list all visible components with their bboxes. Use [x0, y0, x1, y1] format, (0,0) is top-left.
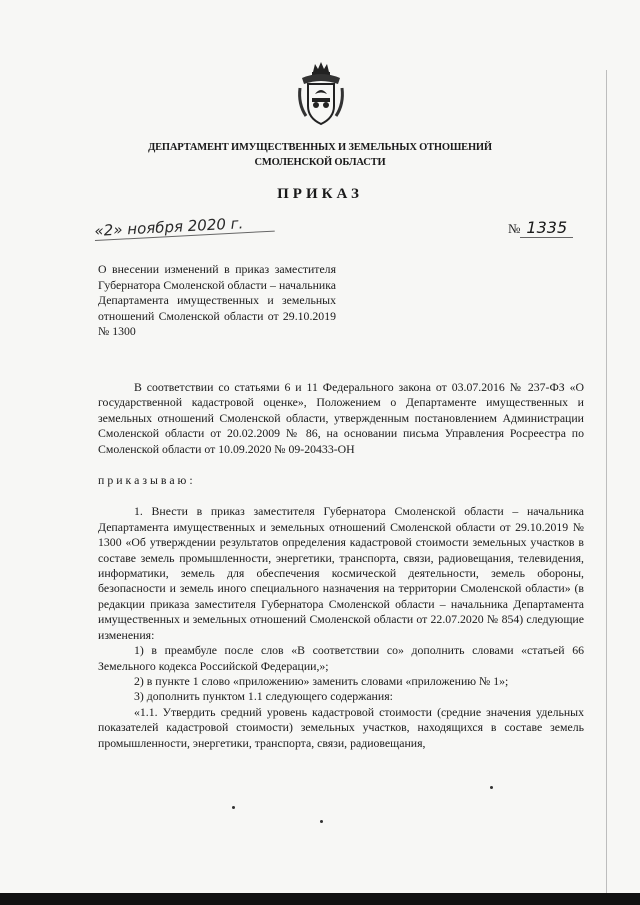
- coat-of-arms-icon: [296, 60, 346, 128]
- order-number-value: 1335: [520, 218, 573, 238]
- scan-speck: [320, 820, 323, 823]
- order-number: [508, 218, 588, 237]
- scan-bottom-edge: [0, 893, 640, 905]
- subitem-2-paragraph: 2) в пункте 1 слово «приложению» заменить словами «приложению № 1»;: [134, 673, 509, 688]
- department-name: [120, 140, 520, 170]
- item-1-paragraph: 1. Внести в приказ заместителя Губернатора Смоленской области – начальника Департамента имущественных и земельных отношений Смоленской области от 29.10.2019 № 1300 «Об утверждении результатов определения кадастровой стоимости земельных участков в составе земель промышленности, энергетики, транспорта, связи, радиовещания, телевидения, информатики, земель для обеспечения космической деятельности, земель обороны, безопасности и земель иного специального назначения на территории Смоленской области» (в редакции приказа заместителя Губернатора Смоленской области – начальника Департамента имущественных и земельных отношений Смоленской области от 22.07.2020 № 854) следующие изменения:: [98, 504, 584, 642]
- scan-speck: [490, 786, 493, 789]
- document-title: ПРИКАЗ: [277, 186, 363, 202]
- scan-edge-line: [606, 70, 607, 900]
- order-body: [98, 380, 584, 751]
- subitem-1-paragraph: 1) в преамбуле после слов «В соответствии со» дополнить словами «статьей 66 Земельного кодекса Российской Федерации,»;: [98, 643, 584, 673]
- order-number-prefix: №: [508, 221, 521, 236]
- preamble-paragraph: В соответствии со статьями 6 и 11 Федерального закона от 03.07.2016 № 237-ФЗ «О государственной кадастровой оценке», Положением о Департаменте имущественных и земельных отношений Смоленской области, утвержденным постановлением Администрации Смоленской области от 20.02.2009 № 86, на основании письма Управления Росреестра по Смоленской области от 10.09.2020 № 09-20433-ОН: [98, 380, 584, 456]
- scan-speck: [232, 806, 235, 809]
- department-line-2: СМОЛЕНСКОЙ ОБЛАСТИ: [254, 157, 386, 168]
- order-subject: О внесении изменений в приказ заместителя Губернатора Смоленской области – начальника Департамента имущественных и земельных отношений Смоленской области от 29.10.2019 № 1300: [98, 262, 336, 338]
- quote-paragraph: «1.1. Утвердить средний уровень кадастровой стоимости (средние значения удельных показателей кадастровой стоимости) земельных участков, находящихся в составе земель промышленности, энергетики, транспорта, связи, радиовещания,: [98, 704, 584, 750]
- order-word: приказываю:: [98, 473, 196, 488]
- subitem-3-paragraph: 3) дополнить пунктом 1.1 следующего содержания:: [134, 689, 393, 704]
- department-line-1: ДЕПАРТАМЕНТ ИМУЩЕСТВЕННЫХ И ЗЕМЕЛЬНЫХ ОТНОШЕНИЙ: [148, 142, 492, 153]
- order-date: «2» ноября 2020 г.: [94, 213, 275, 241]
